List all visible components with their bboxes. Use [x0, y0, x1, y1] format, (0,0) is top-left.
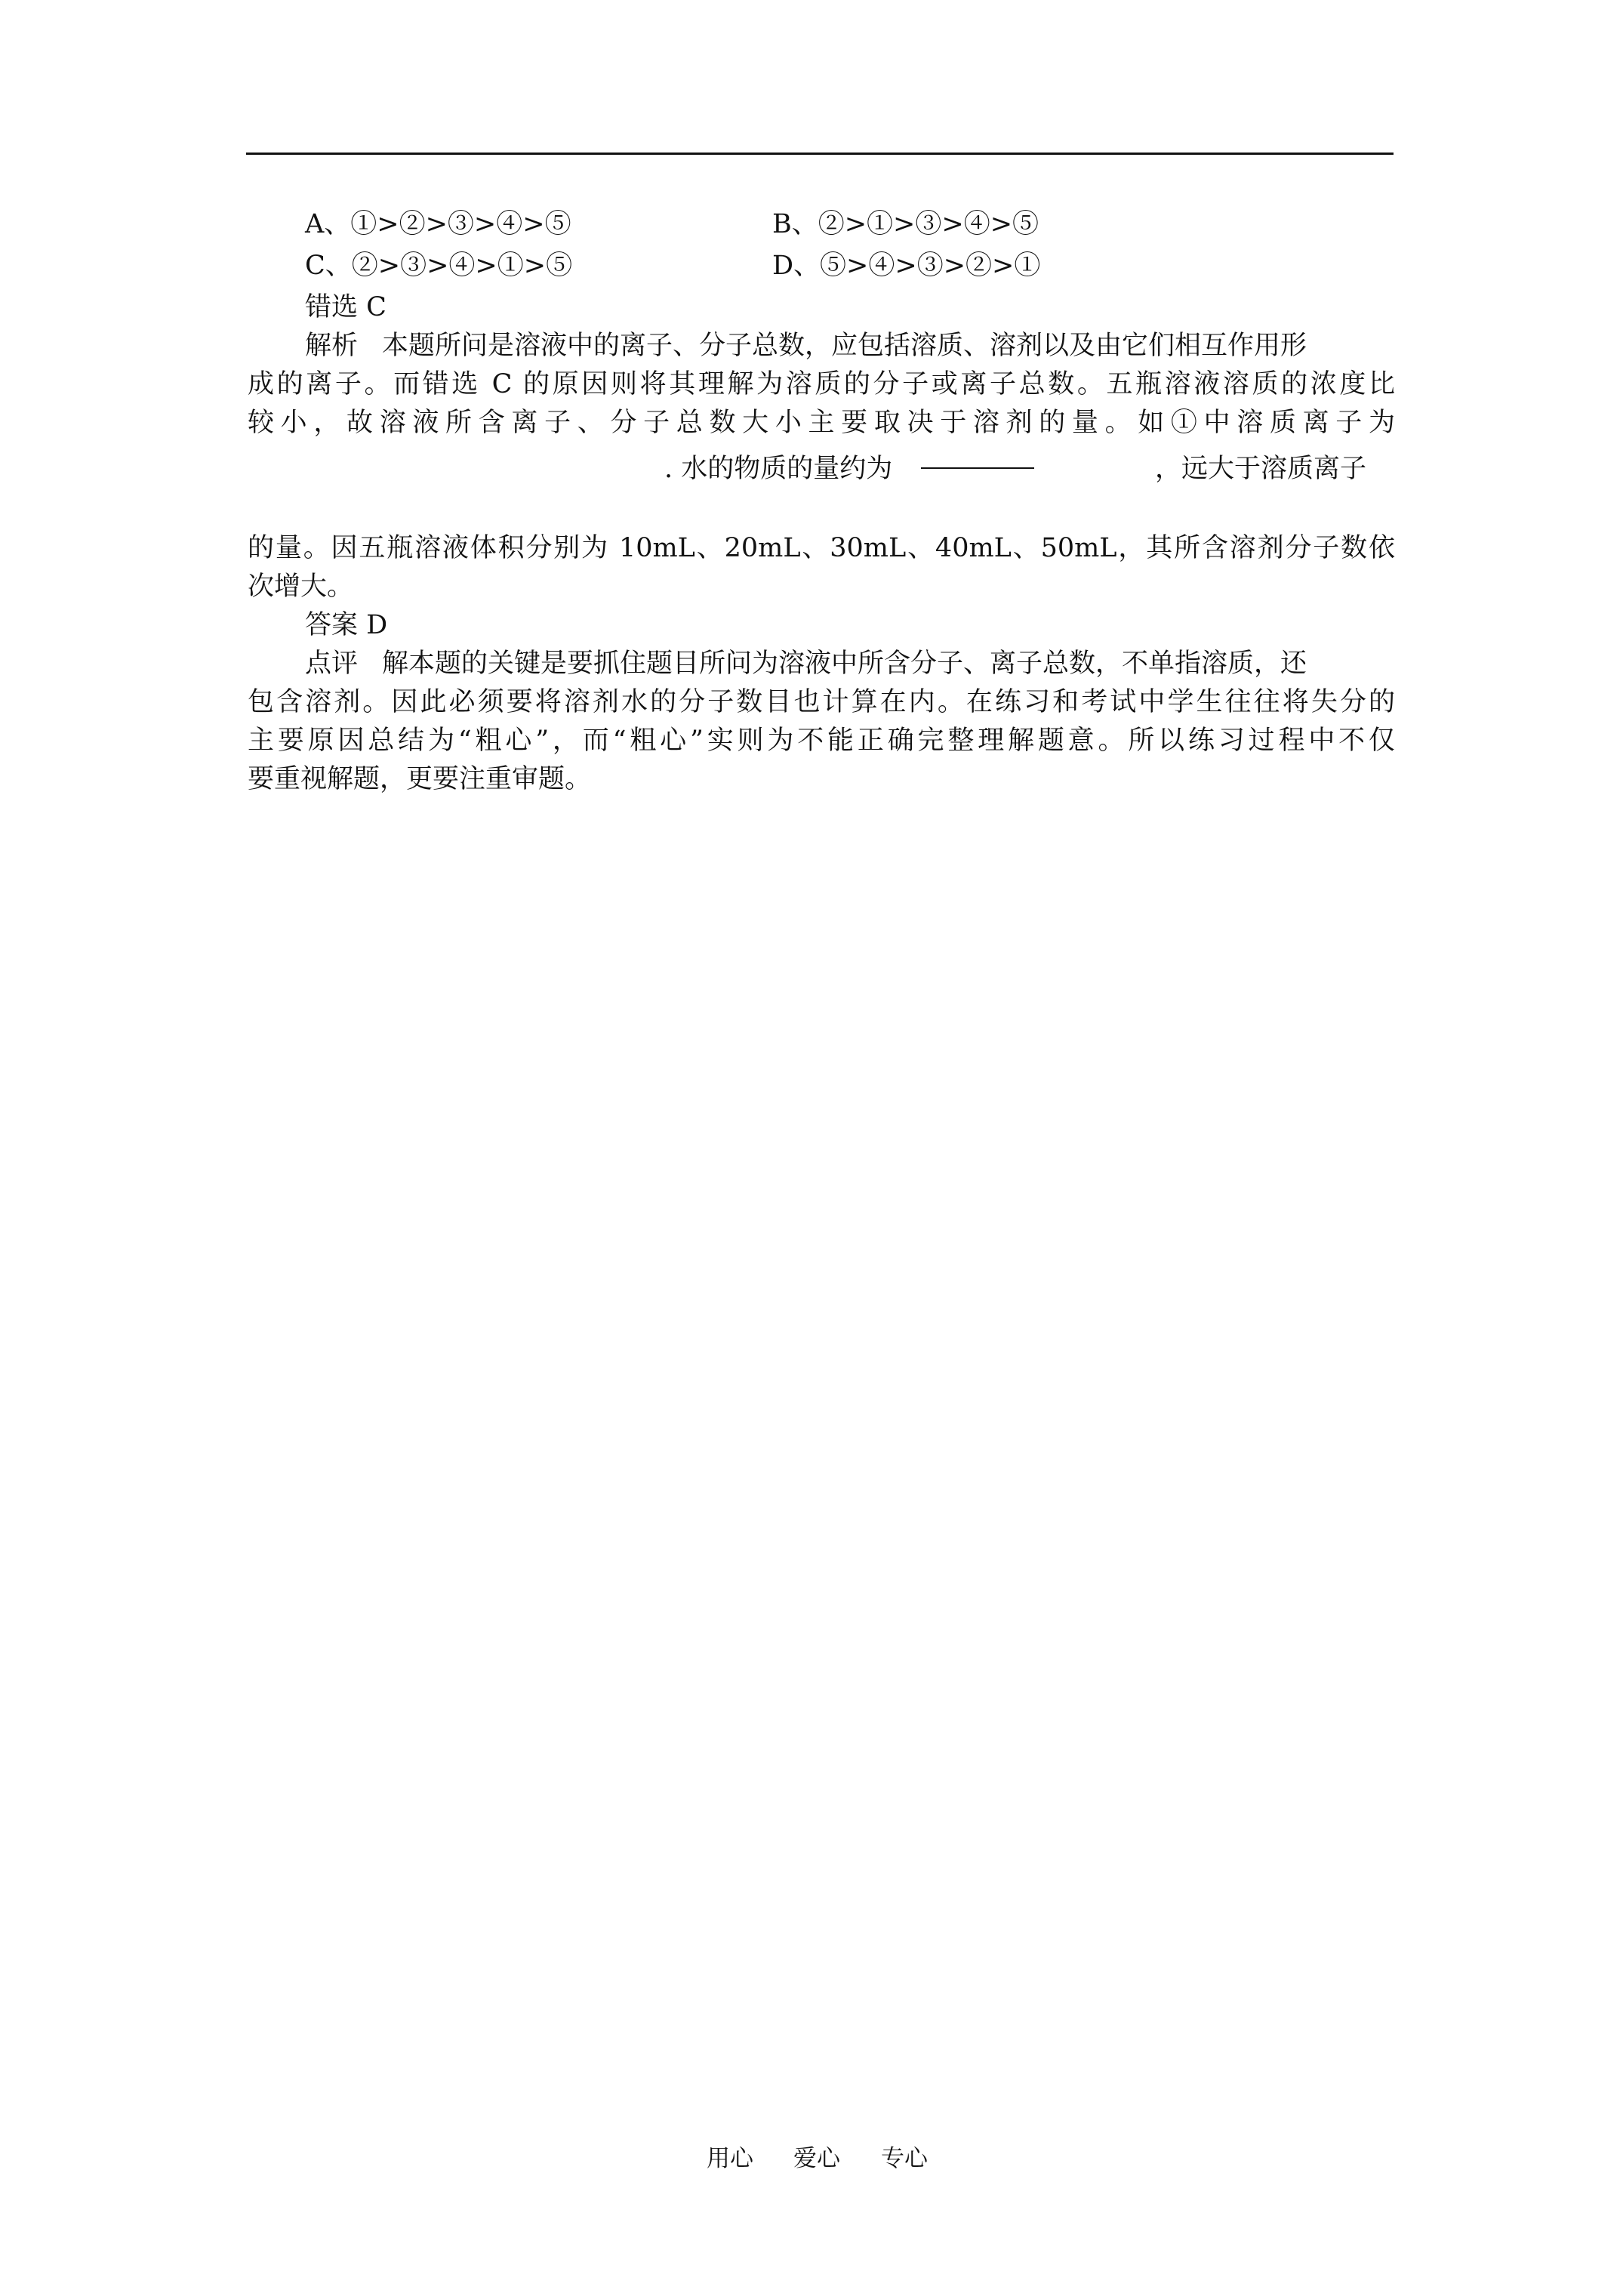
comment-label: 点评 [305, 649, 359, 679]
footer-item-2: 爱心 [793, 2145, 840, 2172]
options-row-1 [248, 205, 1395, 247]
formula-dash [921, 467, 1034, 469]
analysis-line-2: 成的离子。而错选 C 的原因则将其理解为溶质的分子或离子总数。五瓶溶液溶质的浓度比 [248, 369, 1395, 399]
option-a: A、①>②>③>④>⑤ [305, 209, 571, 239]
document-body [248, 205, 1395, 799]
formula-line [248, 442, 1395, 529]
comment-text-1: 解本题的关键是要抓住题目所问为溶液中所含分子、离子总数，不单指溶质，还 [382, 649, 1307, 679]
analysis-text-1: 本题所问是溶液中的离子、分子总数，应包括溶质、溶剂以及由它们相互作用形 [382, 331, 1307, 361]
formula-text-1: . 水的物质的量约为 [664, 454, 893, 484]
options-row-2 [248, 247, 1395, 288]
option-b: B、②>①>③>④>⑤ [772, 209, 1039, 239]
analysis-label: 解析 [305, 331, 359, 361]
analysis-line-1 [248, 327, 1395, 365]
page-footer [0, 2139, 1623, 2173]
answer-line: 答案 D [305, 610, 388, 640]
footer-item-1: 用心 [707, 2145, 753, 2172]
wrong-choice-line: 错选 C [305, 292, 387, 322]
comment-line-2: 包含溶剂。因此必须要将溶剂水的分子数目也计算在内。在练习和考试中学生往往将失分的 [248, 687, 1395, 717]
analysis-line-3: 较小，故溶液所含离子、分子总数大小主要取决于溶剂的量。如①中溶质离子为 [248, 408, 1395, 438]
formula-text-2: ，远大于溶质离子 [1155, 454, 1367, 484]
analysis-line-5: 的量。因五瓶溶液体积分别为 10mL、20mL、30mL、40mL、50mL，其所含溶剂分子数依 [248, 533, 1395, 563]
comment-line-3: 主要原因总结为“粗心”，而“粗心”实则为不能正确完整理解题意。所以练习过程中不仅 [248, 726, 1395, 756]
comment-line-1 [248, 645, 1395, 683]
option-c: C、②>③>④>①>⑤ [305, 251, 573, 281]
header-rule [246, 153, 1394, 155]
comment-line-4: 要重视解题，更要注重审题。 [248, 764, 592, 794]
option-d: D、⑤>④>③>②>① [772, 251, 1041, 281]
analysis-line-6: 次增大。 [248, 572, 354, 602]
footer-item-3: 专心 [881, 2145, 928, 2172]
